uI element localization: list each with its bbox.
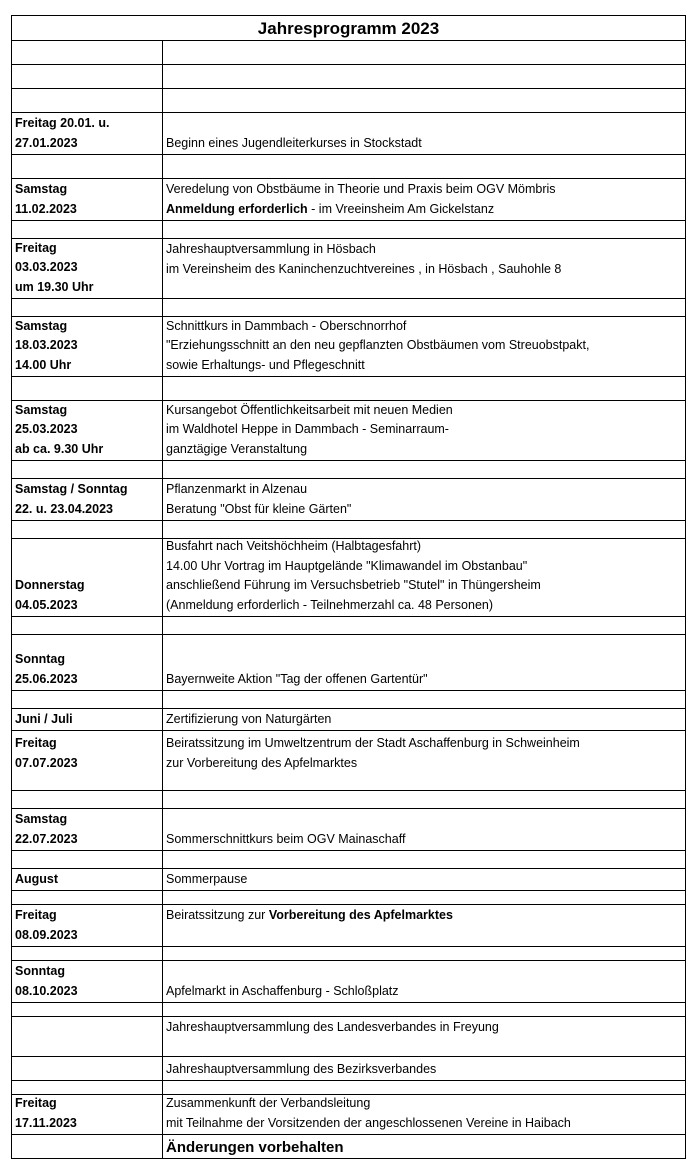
event-description: Apfelmarkt in Aschaffenburg - Schloßplatz bbox=[166, 983, 399, 998]
event-date: Freitag 20.01. u. 27.01.2023 bbox=[15, 116, 110, 150]
event-description: Beginn eines Jugendleiterkurses in Stockstadt bbox=[166, 135, 422, 150]
table-row bbox=[12, 635, 685, 691]
table-row bbox=[12, 1017, 685, 1057]
event-description: Jahreshauptversammlung in Hösbach im Vereinsheim des Kaninchenzuchtvereines , in Hösbach , Sauhohle 8 bbox=[166, 242, 562, 276]
event-description: Bayernweite Aktion "Tag der offenen Gartentür" bbox=[166, 671, 428, 686]
table-row bbox=[12, 1095, 685, 1135]
event-description: Beiratssitzung zur Vorbereitung des Apfelmarktes bbox=[166, 908, 453, 922]
event-date: Juni / Juli bbox=[15, 711, 73, 726]
event-date: Samstag / Sonntag 22. u. 23.04.2023 bbox=[15, 482, 128, 516]
spacer-row bbox=[12, 299, 685, 317]
table-row bbox=[12, 317, 685, 377]
event-description: Pflanzenmarkt in Alzenau Beratung "Obst für kleine Gärten" bbox=[166, 482, 352, 516]
table-row bbox=[12, 905, 685, 947]
event-description: Veredelung von Obstbäume in Theorie und Praxis beim OGV Mömbris Anmeldung erforderlich - im Vreeinsheim Am Gickelstanz bbox=[166, 182, 556, 216]
event-date: Freitag 07.07.2023 bbox=[15, 736, 78, 770]
table-row bbox=[12, 179, 685, 221]
table-row bbox=[12, 401, 685, 461]
table-row bbox=[12, 731, 685, 791]
spacer-row bbox=[12, 617, 685, 635]
event-date: August bbox=[15, 871, 59, 886]
event-description: Schnittkurs in Dammbach - Oberschnorrhof "Erziehungsschnitt an den neu gepflanzten Obstbäumen vom Streuobstpakt, sowie Erhaltungs- und Pflegeschnitt bbox=[166, 318, 590, 372]
table-row bbox=[12, 479, 685, 521]
footer-row bbox=[12, 1135, 685, 1158]
event-date: Samstag 25.03.2023 ab ca. 9.30 Uhr bbox=[15, 402, 104, 456]
spacer-row bbox=[12, 155, 685, 179]
empty-row bbox=[12, 89, 685, 113]
spacer-row bbox=[12, 891, 685, 905]
table-row bbox=[12, 709, 685, 731]
event-date: Freitag 17.11.2023 bbox=[15, 1096, 77, 1130]
table-row bbox=[12, 869, 685, 891]
spacer-row bbox=[12, 851, 685, 869]
event-description: Jahreshauptversammlung des Bezirksverbandes bbox=[166, 1061, 437, 1076]
spacer-row bbox=[12, 791, 685, 809]
spacer-row bbox=[12, 691, 685, 709]
table-row bbox=[12, 113, 685, 155]
empty-row bbox=[12, 65, 685, 89]
table-title: Jahresprogramm 2023 bbox=[12, 16, 685, 41]
empty-row bbox=[12, 41, 685, 65]
spacer-row bbox=[12, 377, 685, 401]
event-date: Sonntag 25.06.2023 bbox=[15, 652, 78, 686]
table-row bbox=[12, 539, 685, 617]
table-row bbox=[12, 239, 685, 299]
footer-note: Änderungen vorbehalten bbox=[166, 1138, 344, 1156]
event-description: Jahreshauptversammlung des Landesverbandes in Freyung bbox=[166, 1020, 499, 1034]
event-description: Sommerschnittkurs beim OGV Mainaschaff bbox=[166, 831, 406, 846]
spacer-row bbox=[12, 461, 685, 479]
program-table bbox=[11, 15, 686, 1159]
table-row bbox=[12, 809, 685, 851]
event-date: Freitag 08.09.2023 bbox=[15, 908, 78, 942]
table-row bbox=[12, 1057, 685, 1081]
event-description: Kursangebot Öffentlichkeitsarbeit mit neuen Medien im Waldhotel Heppe in Dammbach - Seminarraum- ganztägige Veranstaltung bbox=[166, 402, 453, 456]
event-date: Samstag 18.03.2023 14.00 Uhr bbox=[15, 318, 78, 372]
event-description: Zertifizierung von Naturgärten bbox=[166, 711, 332, 726]
event-date: Donnerstag 04.05.2023 bbox=[15, 578, 85, 612]
event-date: Sonntag 08.10.2023 bbox=[15, 964, 78, 998]
spacer-row bbox=[12, 1003, 685, 1017]
spacer-row bbox=[12, 947, 685, 961]
registration-required: Anmeldung erforderlich bbox=[166, 201, 308, 216]
event-date: Samstag 11.02.2023 bbox=[15, 182, 77, 216]
table-row bbox=[12, 961, 685, 1003]
event-date: Freitag 03.03.2023 um 19.30 Uhr bbox=[15, 240, 94, 294]
spacer-row bbox=[12, 1081, 685, 1095]
event-description: Zusammenkunft der Verbandsleitung mit Teilnahme der Vorsitzenden der angeschlossenen Vereine in Haibach bbox=[166, 1096, 571, 1130]
event-description: Beiratssitzung im Umweltzentrum der Stadt Aschaffenburg in Schweinheim zur Vorbereitung des Apfelmarktes bbox=[166, 736, 580, 770]
spacer-row bbox=[12, 221, 685, 239]
event-description: Sommerpause bbox=[166, 871, 248, 886]
event-description: Busfahrt nach Veitshöchheim (Halbtagesfahrt) 14.00 Uhr Vortrag im Hauptgelände "Klimawandel im Obstanbau" anschließend Führung im Versuchsbetrieb "Stutel" in Thüngersheim (Anmeldung erforderlich - Teilnehmerzahl ca. 48 Personen) bbox=[166, 539, 541, 612]
event-date: Samstag 22.07.2023 bbox=[15, 812, 78, 846]
